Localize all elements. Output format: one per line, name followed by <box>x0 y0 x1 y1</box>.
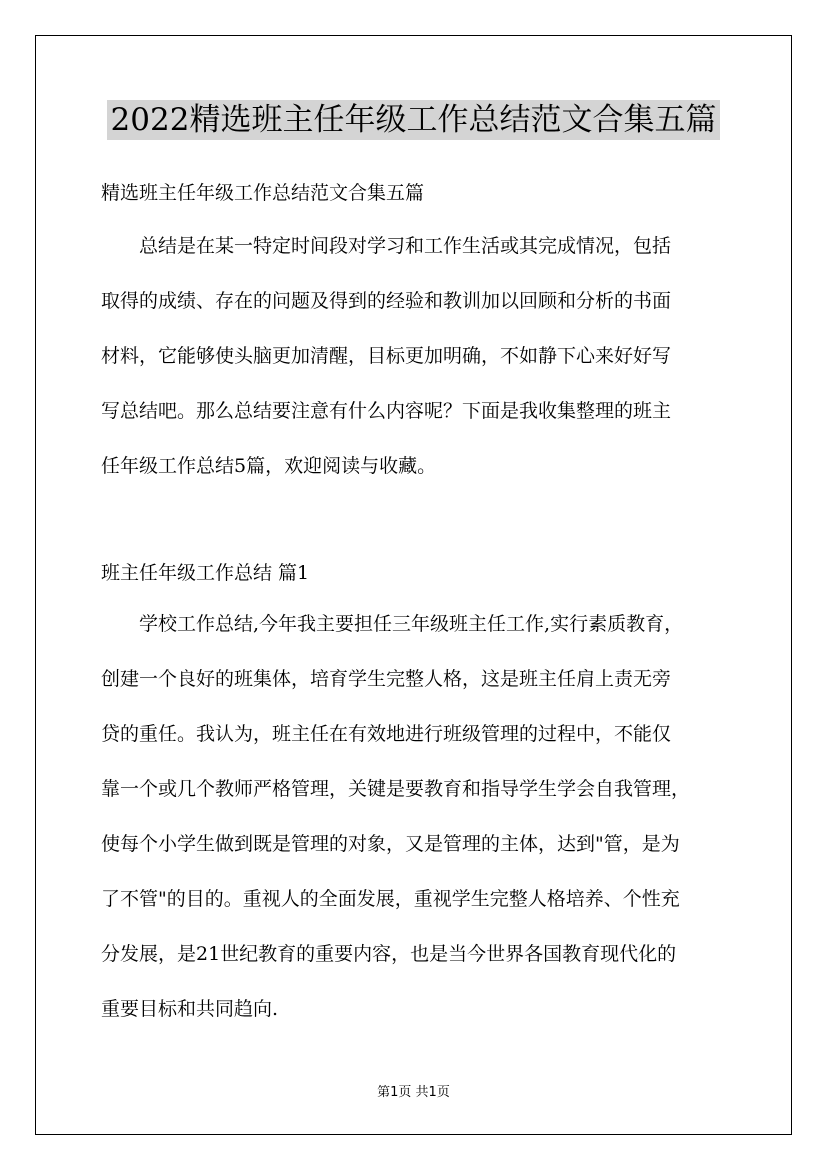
page-footer: 第1页 共1页 <box>377 1085 450 1100</box>
intro-line: 写总结吧。那么总结要注意有什么内容呢？下面是我收集整理的班主 <box>101 400 672 422</box>
section-heading: 班主任年级工作总结 篇1 <box>101 562 310 584</box>
section-line: 靠一个或几个教师严格管理，关键是要教育和指导学生学会自我管理， <box>101 778 691 800</box>
section-line: 重要目标和共同趋向. <box>101 998 279 1020</box>
section-line: 贷的重任。我认为，班主任在有效地进行班级管理的过程中，不能仅 <box>101 723 672 745</box>
section-line: 了不管"的目的。重视人的全面发展，重视学生完整人格培养、个性充 <box>101 888 680 910</box>
section-line: 创建一个良好的班集体，培育学生完整人格，这是班主任肩上责无旁 <box>101 668 672 690</box>
intro-line: 取得的成绩、存在的问题及得到的经验和教训加以回顾和分析的书面 <box>101 290 672 312</box>
section-line: 学校工作总结,今年我主要担任三年级班主任工作,实行素质教育， <box>101 613 684 635</box>
document-subtitle: 精选班主任年级工作总结范文合集五篇 <box>101 182 425 204</box>
title-container <box>0 100 827 140</box>
section-line: 分发展，是21世纪教育的重要内容，也是当今世界各国教育现代化的 <box>101 943 677 965</box>
intro-line: 总结是在某一特定时间段对学习和工作生活或其完成情况，包括 <box>101 235 672 257</box>
intro-line: 任年级工作总结5篇，欢迎阅读与收藏。 <box>101 455 437 477</box>
document-title: 2022精选班主任年级工作总结范文合集五篇 <box>107 100 721 140</box>
intro-paragraph <box>101 219 741 494</box>
section-paragraph <box>101 597 741 1037</box>
intro-line: 材料，它能够使头脑更加清醒，目标更加明确，不如静下心来好好写 <box>101 345 672 367</box>
section-line: 使每个小学生做到既是管理的对象，又是管理的主体，达到"管，是为 <box>101 833 680 855</box>
